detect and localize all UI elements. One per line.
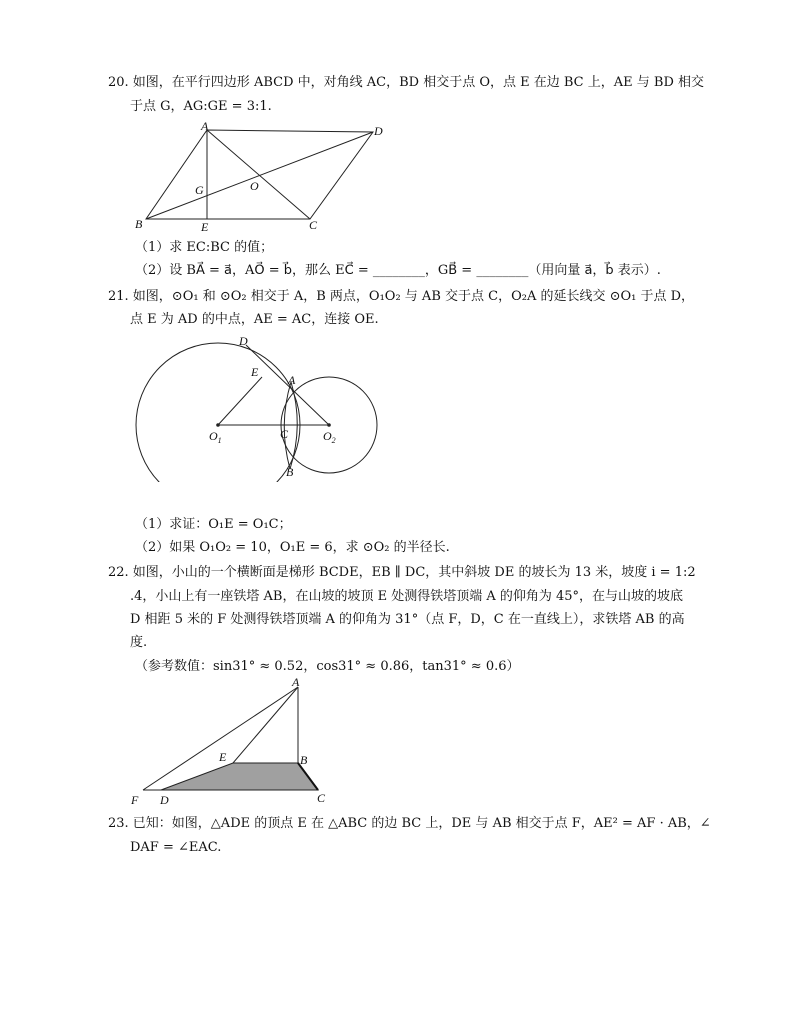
q21-circles-figure xyxy=(128,332,388,482)
q20-label-d: D xyxy=(374,124,383,138)
q22-label-b: B xyxy=(300,753,308,767)
q21-label-o2: $O_2$ xyxy=(323,429,336,445)
q21-label-b: B xyxy=(286,465,294,479)
q23-text-line2: DAF = ∠EAC. xyxy=(130,840,222,855)
q20-parallelogram-figure xyxy=(128,118,398,236)
q21-label-c: C xyxy=(280,427,289,441)
q22-text-line2: .4，小山上有一座铁塔 AB，在山坡的坡顶 E 处测得铁塔顶端 A 的仰角为 45°，在与山坡的坡底 xyxy=(130,589,684,604)
q22-label-f: F xyxy=(131,793,139,807)
q22-text-line3: D 相距 5 米的 F 处测得铁塔顶端 A 的仰角为 31°（点 F，D，C 在一直线上），求铁塔 AB 的高 xyxy=(130,612,685,627)
q20-part2: （2）设 BA⃗ = a⃗，AO⃗ = b⃗，那么 EC⃗ = ________，GB⃗ = ________（用向量 a⃗，b⃗ 表示）. xyxy=(135,263,661,278)
q20-label-c: C xyxy=(309,218,318,232)
q22-text-line4: 度. xyxy=(130,635,148,650)
q21-text-line1: 21. 如图，⊙O₁ 和 ⊙O₂ 相交于 A，B 两点，O₁O₂ 与 AB 交于点 C，O₂A 的延长线交 ⊙O₁ 于点 D， xyxy=(108,289,695,304)
q21-part1: （1）求证：O₁E = O₁C； xyxy=(135,517,292,532)
q20-part1: （1）求 EC:BC 的值； xyxy=(135,240,274,255)
q21-label-a: A xyxy=(288,373,296,387)
q20-diagonal-bd xyxy=(146,132,373,219)
q22-sightline-ea xyxy=(233,687,298,763)
q21-part2: （2）如果 O₁O₂ = 10，O₁E = 6，求 ⊙O₂ 的半径长. xyxy=(135,540,450,555)
q20-label-o: O xyxy=(250,179,259,193)
q23-text-line1: 23. 已知：如图，△ADE 的顶点 E 在 △ABC 的边 BC 上，DE 与 AB 相交于点 F，AE² = AF · AB，∠ xyxy=(108,816,711,831)
q22-label-a: A xyxy=(292,676,300,689)
q21-circle-o1 xyxy=(136,343,300,482)
q21-text-line2: 点 E 为 AD 的中点，AE = AC，连接 OE. xyxy=(130,312,379,327)
q21-label-o1: $O_1$ xyxy=(209,429,222,445)
q20-label-a: A xyxy=(201,119,209,133)
q22-reference-values: （参考数值：sin31° ≈ 0.52，cos31° ≈ 0.86，tan31° ≈ 0.6） xyxy=(135,659,520,674)
q20-diagonal-ac xyxy=(207,130,310,219)
q21-label-e: E xyxy=(251,365,259,379)
q22-trapezoid-bcde xyxy=(161,763,318,790)
q21-segment-o1e xyxy=(218,377,262,425)
q22-hill-tower-figure xyxy=(128,676,338,808)
q20-label-g: G xyxy=(195,183,204,197)
q22-text-line1: 22. 如图，小山的一个横断面是梯形 BCDE，EB ∥ DC，其中斜坡 DE 的坡长为 13 米，坡度 i = 1:2 xyxy=(108,565,696,580)
q20-text-line2: 于点 G，AG:GE = 3:1. xyxy=(130,99,272,114)
q20-label-e: E xyxy=(201,220,209,234)
q22-label-d: D xyxy=(160,793,169,807)
q22-label-e: E xyxy=(219,750,227,764)
q21-label-d: D xyxy=(239,334,248,348)
q20-text-line1: 20. 如图，在平行四边形 ABCD 中，对角线 AC，BD 相交于点 O，点 E 在边 BC 上，AE 与 BD 相交 xyxy=(108,75,705,90)
q20-label-b: B xyxy=(135,217,143,231)
q22-label-c: C xyxy=(317,791,326,805)
